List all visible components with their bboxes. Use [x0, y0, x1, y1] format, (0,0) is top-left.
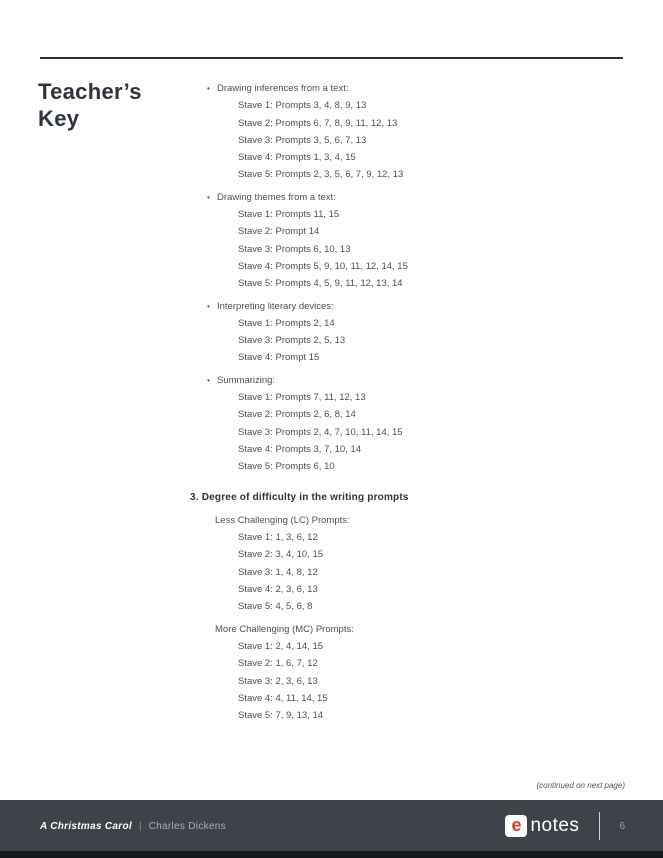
stave-line: Stave 5: Prompts 2, 3, 5, 6, 7, 9, 12, 13 — [238, 169, 404, 181]
page-number: 6 — [619, 820, 625, 832]
difficulty-heading: 3. Degree of difficulty in the writing prompts — [190, 491, 409, 503]
footer-right — [505, 812, 625, 840]
page-title-line1: Teacher’s — [38, 79, 142, 104]
skill-label-row — [190, 80, 630, 97]
stave-line: Stave 2: 3, 4, 10, 15 — [238, 549, 324, 561]
stave-line: Stave 2: 1, 6, 7, 12 — [238, 658, 318, 670]
stave-line: Stave 1: Prompts 3, 4, 8, 9, 13 — [238, 100, 367, 112]
stave-line: Stave 1: 2, 4, 14, 15 — [238, 640, 324, 652]
enotes-logo — [505, 815, 579, 837]
stave-line: Stave 3: Prompts 2, 5, 13 — [238, 335, 346, 347]
enotes-logo-e-icon: e — [505, 815, 527, 837]
footer-author: Charles Dickens — [148, 820, 226, 832]
stave-line: Stave 3: 1, 4, 8, 12 — [238, 566, 318, 578]
stave-line: Stave 4: 4, 11, 14, 15 — [238, 692, 328, 704]
key-section — [190, 298, 630, 367]
skill-label-row — [190, 298, 630, 315]
top-rule-divider — [40, 57, 623, 59]
skill-label: Interpreting literary devices: — [217, 300, 334, 312]
key-section — [190, 372, 630, 476]
stave-line: Stave 4: Prompts 1, 3, 4, 15 — [238, 152, 356, 164]
bullet-icon: • — [207, 192, 210, 202]
stave-line: Stave 1: Prompts 11, 15 — [238, 209, 340, 221]
stave-line: Stave 2: Prompts 6, 7, 8, 9, 11, 12, 13 — [238, 117, 398, 129]
stave-line: Stave 3: 2, 3, 6, 13 — [238, 675, 318, 687]
continued-note: (continued on next page) — [536, 781, 625, 790]
difficulty-group-label: More Challenging (MC) Prompts: — [215, 623, 354, 635]
stave-line: Stave 3: Prompts 2, 4, 7, 10, 11, 14, 15 — [238, 426, 403, 438]
footer-book-info — [40, 821, 226, 832]
stave-line: Stave 5: Prompts 6, 10 — [238, 461, 335, 473]
page-title-line2: Key — [38, 106, 80, 131]
stave-line: Stave 3: Prompts 6, 10, 13 — [238, 243, 351, 255]
stave-line: Stave 1: Prompts 7, 11, 12, 13 — [238, 392, 366, 404]
skill-label: Drawing inferences from a text: — [217, 83, 349, 94]
difficulty-group — [190, 512, 630, 616]
stave-line: Stave 1: Prompts 2, 14 — [238, 317, 335, 329]
stave-line: Stave 2: Prompts 2, 6, 8, 14 — [238, 409, 356, 421]
footer-book-title: A Christmas Carol — [40, 820, 132, 832]
stave-line: Stave 5: 4, 5, 6, 8 — [238, 601, 313, 613]
difficulty-group — [190, 621, 630, 725]
skill-label-row — [190, 372, 630, 389]
bullet-icon: • — [207, 301, 210, 311]
footer-separator: | — [138, 820, 142, 832]
difficulty-group-label: Less Challenging (LC) Prompts: — [215, 514, 350, 526]
bullet-icon: • — [207, 375, 210, 385]
page-title — [38, 78, 142, 132]
stave-line: Stave 4: 2, 3, 6, 13 — [238, 584, 318, 596]
stave-line: Stave 4: Prompts 3, 7, 10, 14 — [238, 443, 362, 455]
bottom-edge-strip — [0, 851, 663, 858]
key-section — [190, 80, 630, 184]
footer-vertical-divider — [599, 812, 600, 840]
stave-line: Stave 5: 7, 9, 13, 14 — [238, 710, 324, 722]
content-column — [190, 80, 630, 729]
stave-line: Stave 3: Prompts 3, 5, 6, 7, 13 — [238, 134, 367, 146]
skill-label: Drawing themes from a text: — [217, 191, 336, 203]
enotes-logo-text: notes — [530, 815, 580, 836]
key-section — [190, 189, 630, 293]
stave-line: Stave 4: Prompt 15 — [238, 352, 320, 364]
skill-label-row — [190, 189, 630, 206]
stave-line: Stave 4: Prompts 5, 9, 10, 11, 12, 14, 15 — [238, 260, 408, 272]
stave-line: Stave 1: 1, 3, 6, 12 — [238, 532, 318, 544]
stave-line: Stave 2: Prompt 14 — [238, 226, 320, 238]
bullet-icon: • — [207, 84, 210, 93]
skill-label: Summarizing: — [217, 374, 276, 386]
stave-line: Stave 5: Prompts 4, 5, 9, 11, 12, 13, 14 — [238, 278, 403, 290]
footer-bar — [0, 800, 663, 852]
